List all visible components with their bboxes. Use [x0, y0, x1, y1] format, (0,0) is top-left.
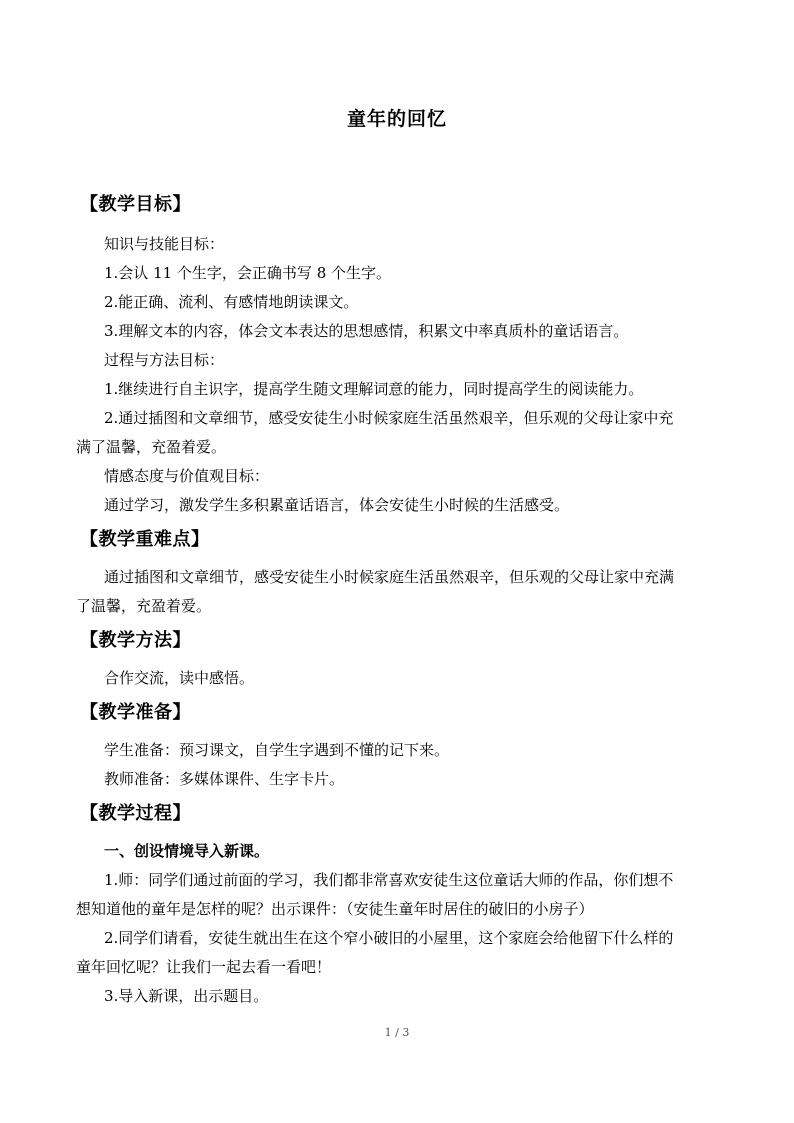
goals-line: 2.通过插图和文章细节，感受安徒生小时候家庭生活虽然艰辛，但乐观的父母让家中充 [104, 409, 674, 427]
goals-line: 情感态度与价值观目标： [104, 467, 270, 485]
page-number: 1 / 3 [384, 1026, 410, 1039]
goals-line: 1.继续进行自主识字，提高学生随文理解词意的能力，同时提高学生的阅读能力。 [104, 380, 644, 398]
process-line: 3.导入新课，出示题目。 [104, 987, 269, 1005]
process-line: 想知道他的童年是怎样的呢？出示课件：（安徒生童年时居住的破旧的小房子） [76, 900, 594, 918]
goals-line: 满了温馨，充盈着爱。 [76, 438, 227, 456]
goals-line: 过程与方法目标： [104, 351, 225, 369]
goals-line: 3.理解文本的内容，体会文本表达的思想感情，积累文中率真质朴的童话语言。 [104, 322, 629, 340]
section-heading-method: 【教学方法】 [80, 630, 191, 651]
key-points-line: 了温馨，充盈着爱。 [76, 597, 212, 615]
method-line: 合作交流，读中感悟。 [104, 669, 255, 687]
goals-line: 2.能正确、流利、有感情地朗读课文。 [104, 293, 359, 311]
process-line: 1.师：同学们通过前面的学习，我们都非常喜欢安徒生这位童话大师的作品，你们想不 [104, 871, 674, 889]
section-heading-process: 【教学过程】 [80, 803, 191, 824]
document-title: 童年的回忆 [346, 108, 447, 130]
process-subheading: 一、创设情境导入新课。 [104, 842, 270, 860]
goals-line: 知识与技能目标： [104, 235, 225, 253]
preparation-line: 学生准备：预习课文，自学生字遇到不懂的记下来。 [104, 741, 450, 759]
goals-line: 通过学习，激发学生多积累童话语言，体会安徒生小时候的生活感受。 [104, 496, 570, 514]
goals-line: 1.会认 11 个生字，会正确书写 8 个生字。 [104, 264, 392, 282]
section-heading-preparation: 【教学准备】 [80, 702, 191, 723]
section-heading-goals: 【教学目标】 [80, 194, 191, 215]
section-heading-key-points: 【教学重难点】 [80, 529, 210, 550]
process-line: 童年回忆呢？让我们一起去看一看吧！ [76, 958, 332, 976]
process-line: 2.同学们请看，安徒生就出生在这个窄小破旧的小屋里，这个家庭会给他留下什么样的 [104, 929, 674, 947]
preparation-line: 教师准备：多媒体课件、生字卡片。 [104, 770, 345, 788]
key-points-line: 通过插图和文章细节，感受安徒生小时候家庭生活虽然艰辛，但乐观的父母让家中充满 [104, 568, 675, 586]
